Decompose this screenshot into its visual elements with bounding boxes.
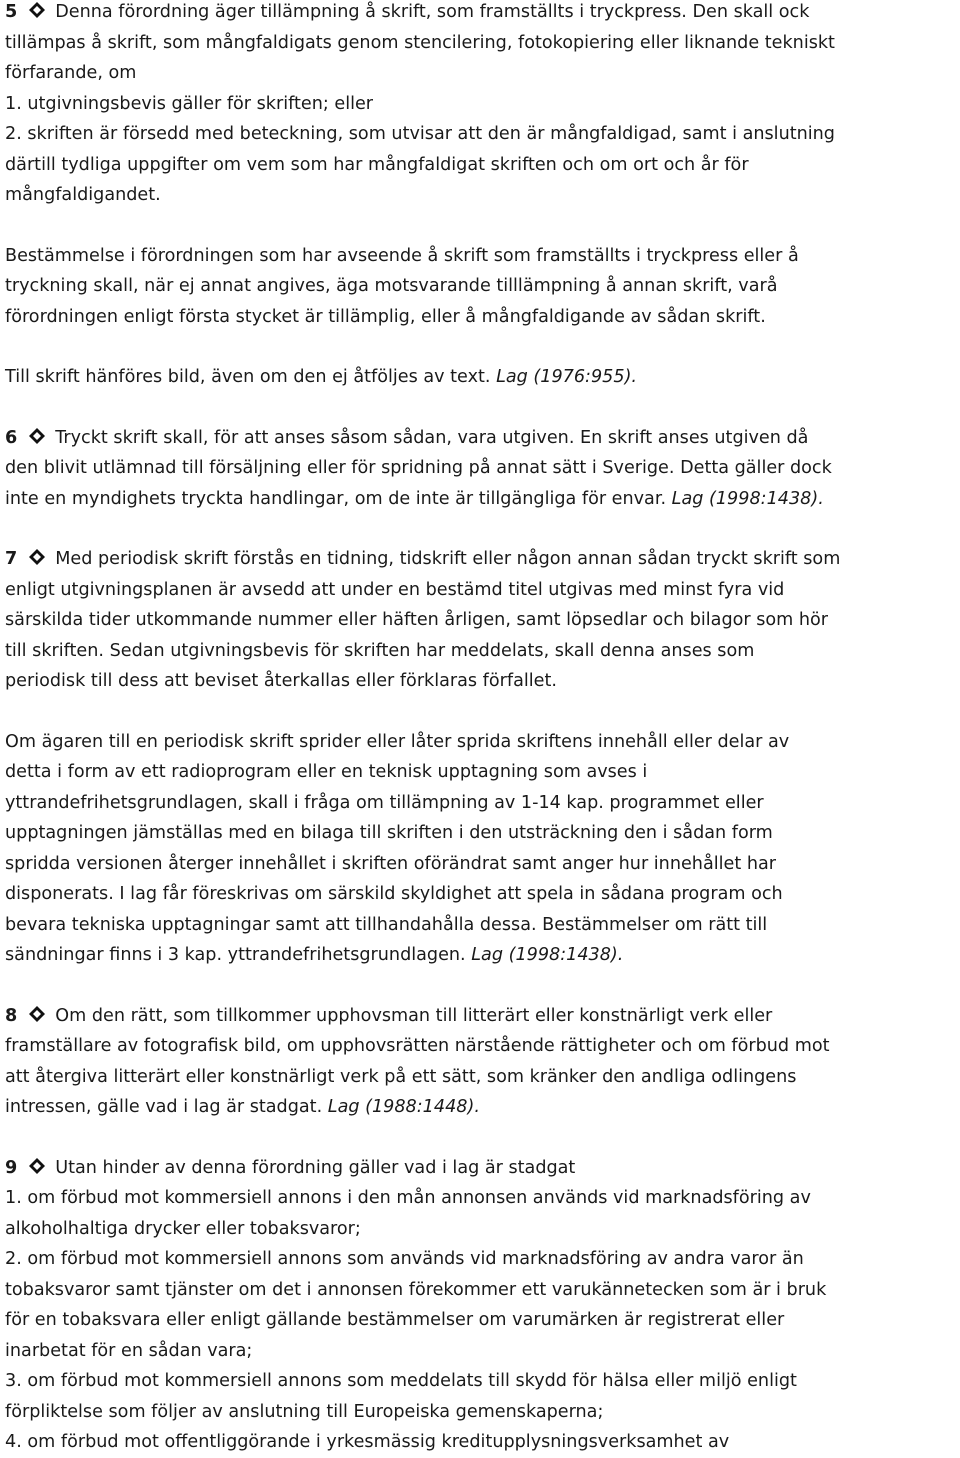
text-line: detta i form av ett radioprogram eller en teknisk upptagning som avses i (5, 762, 648, 782)
document-page (5, 0, 955, 1458)
text-line: tryckning skall, när ej annat angives, äga motsvarande tilllämpning å annan skrift, varå (5, 276, 778, 296)
section-number: 5 (5, 2, 18, 22)
section-8-line-1: 8 Om den rätt, som tillkommer upphovsman till litterärt eller konstnärligt verk eller (5, 1001, 955, 1032)
law-reference: Lag (1988:1448). (327, 1097, 480, 1117)
text-line: framställare av fotografisk bild, om upphovsrätten närstående rättigheter och om förbud mot (5, 1036, 830, 1056)
section-number: 9 (5, 1157, 18, 1178)
list-item: 1. utgivningsbevis gäller för skriften; eller (5, 93, 374, 114)
text-line: därtill tydliga uppgifter om vem som har mångfaldigat skriften och om ort och år för (5, 154, 749, 175)
text-line: yttrandefrihetsgrundlagen, skall i fråga om tillämpning av 1-14 kap. programmet eller (5, 792, 764, 813)
text-line: Till skrift hänföres bild, även om den ej åtföljes av text. Lag (1976:955). (5, 367, 638, 387)
text-line: förfarande, om (5, 63, 137, 83)
section-mark-icon (27, 1155, 47, 1177)
text-line: förordningen enligt första stycket är tillämplig, eller å mångfaldigande av sådan skrift. (5, 306, 766, 327)
text-line: sändningar finns i 3 kap. yttrandefrihetsgrundlagen. Lag (1998:1438). (5, 945, 624, 965)
section-number: 7 (5, 549, 18, 569)
law-reference: Lag (1998:1438). (671, 488, 824, 509)
text-line: tillämpas å skrift, som mångfaldigats genom stencilering, fotokopiering eller liknande tekniskt (5, 32, 835, 53)
text-line: spridda versionen återger innehållet i skriften oförändrat samt anger hur innehållet har (5, 853, 776, 874)
section-number: 8 (5, 1005, 18, 1026)
section-mark-icon (27, 1003, 47, 1025)
section-mark-icon (27, 546, 47, 568)
list-item: 3. om förbud mot kommersiell annons som meddelats till skydd för hälsa eller miljö enligt (5, 1371, 797, 1391)
text-line: förpliktelse som följer av anslutning till Europeiska gemenskaperna; (5, 1401, 604, 1422)
section-mark-icon (27, 0, 47, 21)
list-item: 4. om förbud mot offentliggörande i yrkesmässig kreditupplysningsverksamhet av (5, 1432, 730, 1452)
section-8 (5, 1001, 955, 1123)
section-9 (5, 1153, 955, 1458)
text-line: att återgiva litterärt eller konstnärligt verk på ett sätt, som kränker den andliga odlingens (5, 1066, 797, 1087)
list-item: 2. om förbud mot kommersiell annons som används vid marknadsföring av andra varor än (5, 1249, 804, 1269)
text-line: disponerats. I lag får föreskrivas om särskild skyldighet att spela in sådana program och (5, 884, 783, 904)
list-item: 2. skriften är försedd med beteckning, som utvisar att den är mångfaldigad, samt i anslutning (5, 124, 835, 144)
text-line: bevara tekniska upptagningar samt att tillhandahålla dessa. Bestämmelser om rätt till (5, 914, 768, 935)
text-line: tobaksvaror samt tjänster om det i annonsen förekommer ett varukännetecken som är i bruk (5, 1279, 827, 1300)
section-7-line-1: 7 Med periodisk skrift förstås en tidning, tidskrift eller någon annan sådan tryckt skrift som (5, 544, 955, 575)
text-line: periodisk till dess att beviset återkallas eller förklaras förfallet. (5, 671, 557, 691)
text-line: särskilda tider utkommande nummer eller häften årligen, samt löpsedlar och bilagor som hör (5, 610, 829, 630)
list-item: 1. om förbud mot kommersiell annons i den mån annonsen används vid marknadsföring av (5, 1188, 811, 1208)
section-5-line-1: 5 Denna förordning äger tillämpning å skrift, som framställts i tryckpress. Den skall ock (5, 0, 955, 28)
text-line: inarbetat för en sådan vara; (5, 1340, 253, 1361)
section-6 (5, 423, 955, 515)
text-line: till skriften. Sedan utgivningsbevis för skriften har meddelats, skall denna anses som (5, 640, 755, 661)
text-line: alkoholhaltiga drycker eller tobaksvaror; (5, 1218, 361, 1239)
section-mark-icon (27, 425, 47, 447)
text-line: upptagningen jämställas med en bilaga till skriften i den utsträckning den i sådan form (5, 823, 773, 843)
section-number: 6 (5, 427, 18, 448)
text-line: för en tobaksvara eller enligt gällande bestämmelser om varumärken är registrerat eller (5, 1310, 785, 1330)
text-line: Bestämmelse i förordningen som har avseende å skrift som framställts i tryckpress eller å (5, 245, 799, 266)
text-line: intressen, gälle vad i lag är stadgat. Lag (1988:1448). (5, 1097, 480, 1117)
text-line: mångfaldigandet. (5, 185, 161, 205)
section-6-line-1: 6 Tryckt skrift skall, för att anses såsom sådan, vara utgiven. En skrift anses utgiven då (5, 423, 955, 454)
section-5 (5, 0, 955, 393)
text-line: enligt utgivningsplanen är avsedd att under en bestämd titel utgivas med minst fyra vid (5, 579, 785, 600)
text-line: den blivit utlämnad till försäljning eller för spridning på annat sätt i Sverige. Detta gäller dock (5, 458, 832, 478)
law-reference: Lag (1976:955). (496, 367, 638, 387)
section-9-line-1: 9 Utan hinder av denna förordning gäller vad i lag är stadgat (5, 1153, 955, 1184)
text-line: inte en myndighets tryckta handlingar, om de inte är tillgängliga för envar. Lag (1998:1438). (5, 488, 824, 509)
section-7 (5, 544, 955, 971)
text-line: Om ägaren till en periodisk skrift sprider eller låter sprida skriftens innehåll eller delar av (5, 731, 790, 752)
law-reference: Lag (1998:1438). (471, 945, 624, 965)
